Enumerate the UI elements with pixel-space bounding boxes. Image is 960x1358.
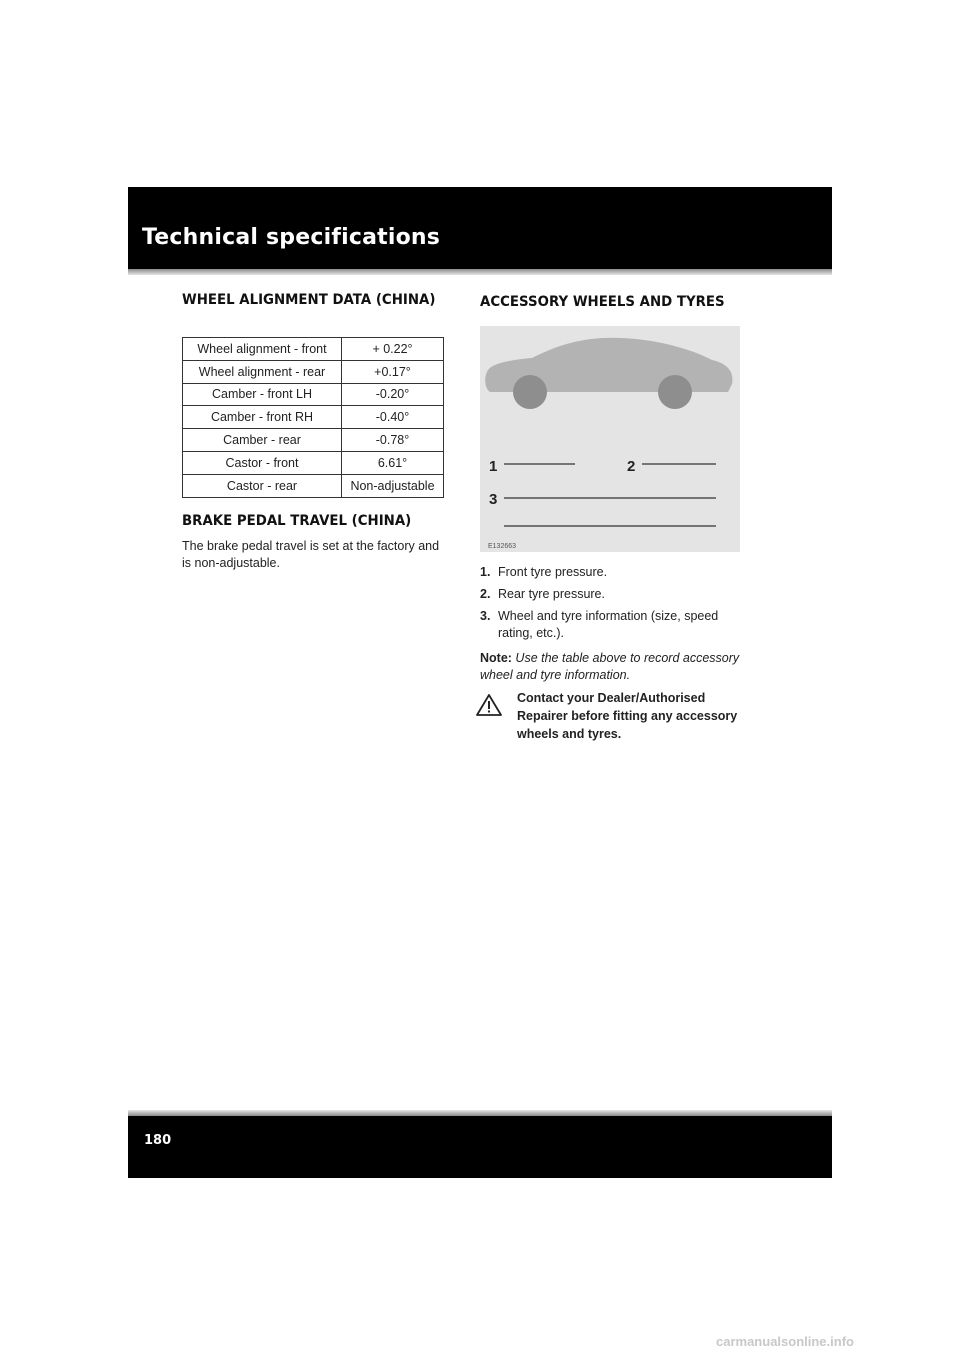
table-row (183, 451, 444, 474)
accessory-list (480, 564, 745, 647)
watermark-text: carmanualsonline.info (716, 1334, 854, 1349)
page-title: Technical specifications (142, 225, 441, 250)
table-cell-value: -0.78° (342, 429, 444, 452)
front-wheel (513, 375, 547, 409)
table-row (183, 429, 444, 452)
figure-ref-code: E132663 (488, 543, 517, 550)
table-cell-value: +0.17° (342, 360, 444, 383)
wheel-alignment-heading: WHEEL ALIGNMENT DATA (CHINA) (182, 292, 436, 308)
car-label-diagram (480, 326, 740, 552)
header-band (128, 187, 832, 269)
table-cell-value: + 0.22° (342, 338, 444, 361)
table-cell-label: Camber - rear (183, 429, 342, 452)
list-text: Rear tyre pressure. (498, 587, 605, 601)
table-cell-value: -0.40° (342, 406, 444, 429)
list-number: 2. (480, 587, 491, 601)
rear-wheel (658, 375, 692, 409)
table-cell-label: Wheel alignment - rear (183, 360, 342, 383)
warning-icon (475, 693, 503, 717)
list-item (480, 564, 745, 581)
list-text: Front tyre pressure. (498, 565, 608, 579)
note-text: Use the table above to record accessory wheel and tyre information. (480, 651, 740, 682)
warning-text: Contact your Dealer/Authorised Repairer before fitting any accessory wheels and tyres. (517, 691, 738, 741)
note-label: Note: (480, 651, 512, 665)
car-illustration (480, 326, 740, 552)
table-row (183, 474, 444, 497)
page-number: 180 (144, 1133, 172, 1148)
table-cell-value: Non-adjustable (342, 474, 444, 497)
table-cell-label: Camber - front LH (183, 383, 342, 406)
brake-pedal-text: The brake pedal travel is set at the factory and is non-adjustable. (182, 539, 440, 570)
callout-1: 1 (489, 458, 498, 475)
list-item (480, 608, 745, 642)
header-divider (128, 269, 832, 275)
table-cell-label: Wheel alignment - front (183, 338, 342, 361)
list-item (480, 586, 745, 603)
brake-pedal-heading: BRAKE PEDAL TRAVEL (CHINA) (182, 513, 412, 529)
accessory-heading: ACCESSORY WHEELS AND TYRES (480, 294, 725, 310)
callout-2: 2 (627, 458, 636, 475)
callout-3: 3 (489, 491, 498, 508)
table-row (183, 338, 444, 361)
table-cell-value: -0.20° (342, 383, 444, 406)
footer-band (128, 1116, 832, 1178)
table-row (183, 360, 444, 383)
table-cell-label: Castor - rear (183, 474, 342, 497)
table-row (183, 406, 444, 429)
wheel-alignment-table (182, 337, 444, 498)
table-cell-value: 6.61° (342, 451, 444, 474)
table-row (183, 383, 444, 406)
list-number: 1. (480, 565, 491, 579)
table-cell-label: Camber - front RH (183, 406, 342, 429)
list-text: Wheel and tyre information (size, speed rating, etc.). (498, 609, 719, 640)
list-number: 3. (480, 609, 491, 623)
table-cell-label: Castor - front (183, 451, 342, 474)
note (480, 650, 748, 684)
